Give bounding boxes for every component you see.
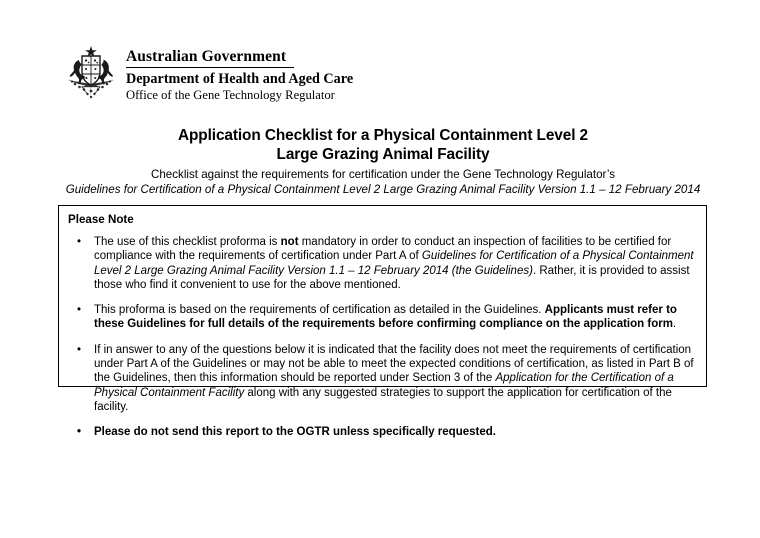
- australian-coat-of-arms-icon: [62, 44, 120, 106]
- page-title-line-2: Large Grazing Animal Facility: [276, 145, 490, 163]
- title-block: [58, 127, 708, 197]
- page-title-line-1: Application Checklist for a Physical Containment Level 2: [177, 127, 589, 144]
- please-note-item-text: Please do not send this report to the OGTR unless specifically requested.: [94, 426, 496, 439]
- please-note-item: [68, 425, 697, 439]
- please-note-item-text: If in answer to any of the questions below it is indicated that the facility does not meet the requirements of certification under Part A of the Guidelines or may not be able to meet the expected conditions of certification, as listed in Part B of the Guidelines, then this information should be reported under Section 3 of the Application for the Certification of a Physical Containment Facility along with any suggested strategies to support the application for certification of the facility.: [94, 343, 694, 413]
- page-subtitle-1: Checklist against the requirements for certification under the Gene Technology Regulator’s: [150, 168, 615, 181]
- page-subtitle-2: Guidelines for Certification of a Physical Containment Level 2 Large Grazing Animal Facility Version 1.1 – 12 February 2014: [65, 183, 701, 196]
- bullet-icon: •: [77, 426, 82, 439]
- bullet-icon: •: [77, 343, 82, 356]
- masthead: [62, 44, 353, 106]
- please-note-box: [58, 205, 707, 439]
- please-note-item-text: This proforma is based on the requirements of certification as detailed in the Guidelines. Applicants must refer to these Guidelines for full details of the requirements before confirming compliance on the application form.: [94, 304, 677, 331]
- please-note-item-text: The use of this checklist proforma is not mandatory in order to conduct an inspection of facilities to be certified for compliance with the requirements of certification under Part A of Guidelines for Certification of a Physical Containment Level 2 Large Grazing Animal Facility Version 1.1 – 12 February 2014 (the Guidelines). Rather, it is provided to assist those who find it convenient to use for the above mentioned.: [94, 236, 694, 291]
- please-note-list: [68, 235, 697, 440]
- department-name: Department of Health and Aged Care: [126, 71, 354, 87]
- masthead-divider: [126, 67, 294, 68]
- government-name: Australian Government: [126, 48, 287, 65]
- masthead-text: [126, 44, 353, 103]
- please-note-item: [68, 303, 697, 332]
- please-note-item: [68, 343, 697, 414]
- bullet-icon: •: [77, 304, 82, 317]
- bullet-icon: •: [77, 236, 82, 248]
- please-note-item: [68, 235, 697, 292]
- office-name: Office of the Gene Technology Regulator: [126, 88, 335, 102]
- please-note-heading: Please Note: [68, 213, 134, 226]
